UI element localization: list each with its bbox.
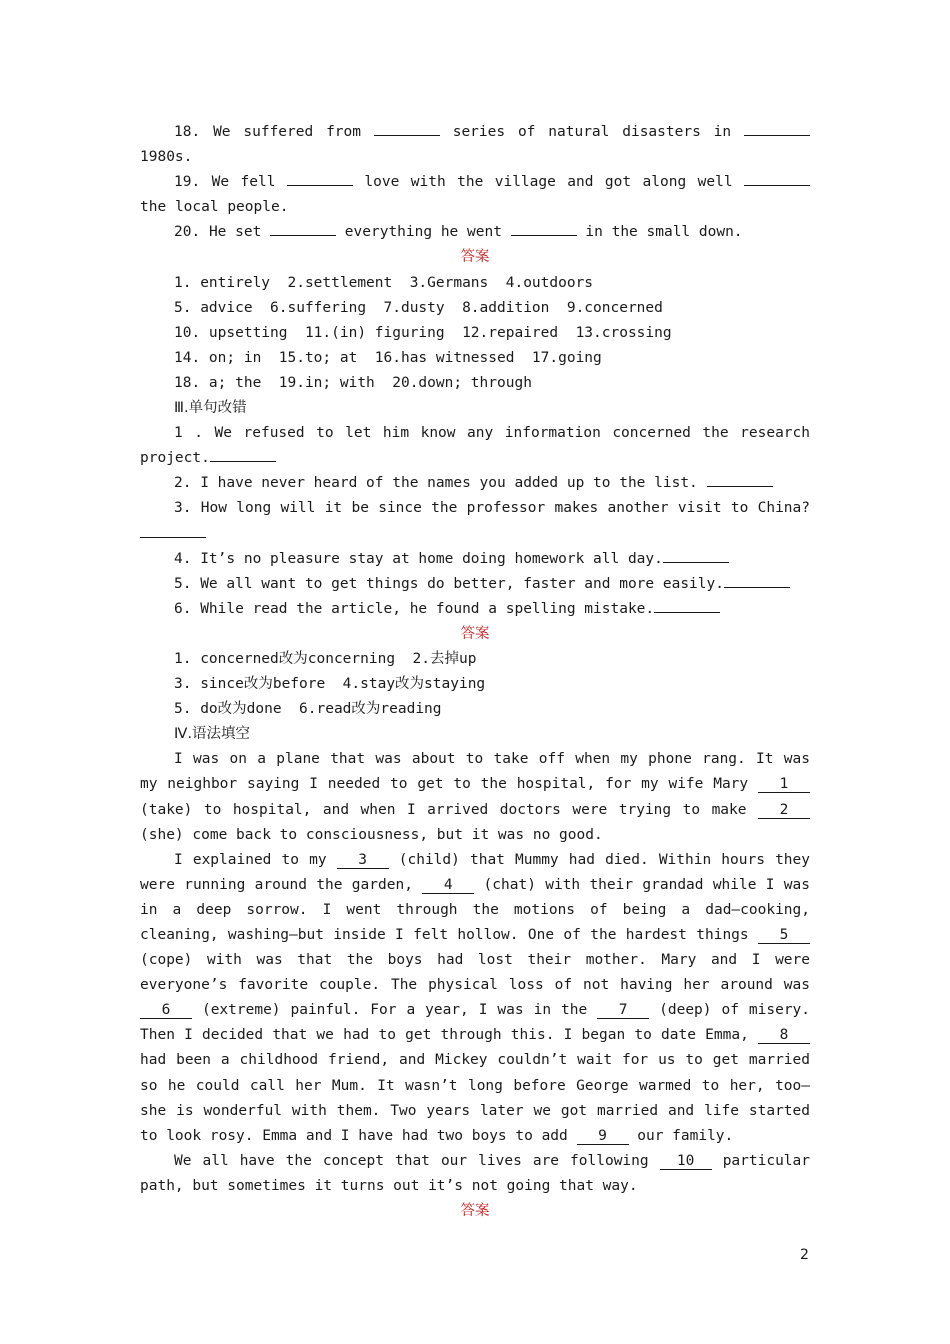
item-text: We fell <box>211 174 276 191</box>
answer-line: 5. advice 6.suffering 7.dusty 8.addition 9.concerned <box>174 299 663 316</box>
passage-text: (extreme) painful. For a year, I was in the <box>201 1002 588 1019</box>
passage-text: (take) to hospital, and when I arrived doctors were trying to make <box>140 801 747 818</box>
answer-blank[interactable] <box>724 573 790 588</box>
answer-blank[interactable] <box>511 221 577 236</box>
exercise-item-20 <box>140 220 810 245</box>
item-text: 1980s. <box>140 149 193 166</box>
passage-text: We all have the concept that our lives are following <box>174 1152 649 1169</box>
item-text: 2. I have never heard of the names you added up to the list. <box>174 475 698 492</box>
answer-line: 18. a; the 19.in; with 20.down; through <box>174 374 532 391</box>
passage-paragraph-3 <box>140 1149 810 1199</box>
correction-item-3 <box>140 496 810 546</box>
item-number: 18. <box>174 124 201 140</box>
passage-text: (she) come back to consciousness, but it was no good. <box>140 826 603 843</box>
answer-line: 10. upsetting 11.(in) figuring 12.repaired 13.crossing <box>174 324 672 341</box>
answer-blank[interactable] <box>270 221 336 236</box>
answer-line: 14. on; in 15.to; at 16.has witnessed 17.going <box>174 349 602 366</box>
item-text: series of natural disasters in <box>452 124 732 140</box>
passage-paragraph-1 <box>140 747 810 847</box>
section-title: Ⅳ.语法填空 <box>174 726 250 743</box>
exercise-item-18 <box>140 120 810 170</box>
exercise-item-19 <box>140 170 810 220</box>
passage-text: had been a childhood friend, and Mickey couldn’t wait for us to get married so he could call her Mum. It wasn’t long before George warmed to her, too—she is wonderful with them. Two years later we got married and life started to look rosy. Emma and I have had two boys to add <box>140 1052 810 1144</box>
item-text: 3. How long will it be since the professor makes another visit to China? <box>174 500 810 517</box>
passage-paragraph-2 <box>140 848 810 1149</box>
item-text: 1 . We refused to let him know any information concerned the research project. <box>140 425 810 467</box>
item-text: in the small down. <box>585 224 743 241</box>
correction-item-1 <box>140 421 810 471</box>
answer-blank[interactable] <box>663 548 729 563</box>
page-number: 2 <box>800 1247 809 1263</box>
numbered-blank[interactable]: 2 <box>758 802 810 819</box>
numbered-blank[interactable]: 1 <box>758 776 810 793</box>
answer-blank[interactable] <box>744 121 810 136</box>
answer-line: 1. entirely 2.settlement 3.Germans 4.outdoors <box>174 274 594 291</box>
item-text: He set <box>208 224 262 241</box>
numbered-blank[interactable]: 6 <box>140 1002 192 1019</box>
item-number: 19. <box>174 174 201 191</box>
numbered-blank[interactable]: 4 <box>422 877 474 894</box>
numbered-blank[interactable]: 9 <box>577 1128 629 1145</box>
passage-text: our family. <box>637 1127 734 1144</box>
item-text: love with the village and got along well <box>364 174 733 191</box>
item-text: everything he went <box>344 224 502 241</box>
answer-blank[interactable] <box>287 171 353 186</box>
answer-blank[interactable] <box>654 598 720 613</box>
answer-line: 5. do改为done 6.read改为reading <box>174 701 442 718</box>
passage-text: particular path, but sometimes it turns out it’s not going that way. <box>140 1152 810 1194</box>
passage-text: (chat) with their grandad while I was in a deep sorrow. I went through the motions of being a dad—cooking, cleaning, washing—but inside I felt hollow. One of the hardest things <box>140 876 810 943</box>
correction-item-4 <box>140 547 810 572</box>
answer-label: 答案 <box>460 249 490 266</box>
document-page <box>140 120 810 1224</box>
answer-label: 答案 <box>460 1203 490 1220</box>
passage-text: (deep) of misery. Then I decided that we had to get through this. I began to date Emma, <box>140 1002 811 1044</box>
numbered-blank[interactable]: 3 <box>337 852 389 869</box>
item-text: 6. While read the article, he found a spelling mistake. <box>174 600 655 617</box>
section-title: Ⅲ.单句改错 <box>174 400 247 417</box>
numbered-blank[interactable]: 8 <box>758 1027 810 1044</box>
answer-blank[interactable] <box>744 171 810 186</box>
passage-text: I was on a plane that was about to take off when my phone rang. It was my neighbor saying I needed to get to the hospital, for my wife Mary <box>140 751 810 793</box>
item-text: 4. It’s no pleasure stay at home doing homework all day. <box>174 550 663 567</box>
answer-blank[interactable] <box>374 121 440 136</box>
numbered-blank[interactable]: 5 <box>758 927 810 944</box>
correction-item-5 <box>140 572 810 597</box>
item-text: local people. <box>174 199 289 216</box>
numbered-blank[interactable]: 10 <box>660 1153 712 1170</box>
answer-blank[interactable] <box>210 447 276 462</box>
answer-blank[interactable] <box>140 523 206 538</box>
correction-item-6 <box>140 597 810 622</box>
item-text: the <box>140 199 167 216</box>
answer-line: 3. since改为before 4.stay改为staying <box>174 676 486 693</box>
passage-text: (cope) with was that the boys had lost their mother. Mary and I were everyone’s favorite couple. The physical loss of not having her around was <box>140 952 810 994</box>
answer-line: 1. concerned改为concerning 2.去掉up <box>174 650 477 667</box>
item-number: 20. <box>174 224 201 241</box>
numbered-blank[interactable]: 7 <box>597 1002 649 1019</box>
correction-item-2 <box>140 471 810 496</box>
answer-blank[interactable] <box>707 472 773 487</box>
passage-text: I explained to my <box>174 851 327 868</box>
item-text: We suffered from <box>213 124 361 140</box>
passage-text: (child) that Mummy had died. Within hours they were running around the garden, <box>140 851 810 893</box>
answer-label: 答案 <box>460 625 490 642</box>
item-text: 5. We all want to get things do better, faster and more easily. <box>174 575 724 592</box>
